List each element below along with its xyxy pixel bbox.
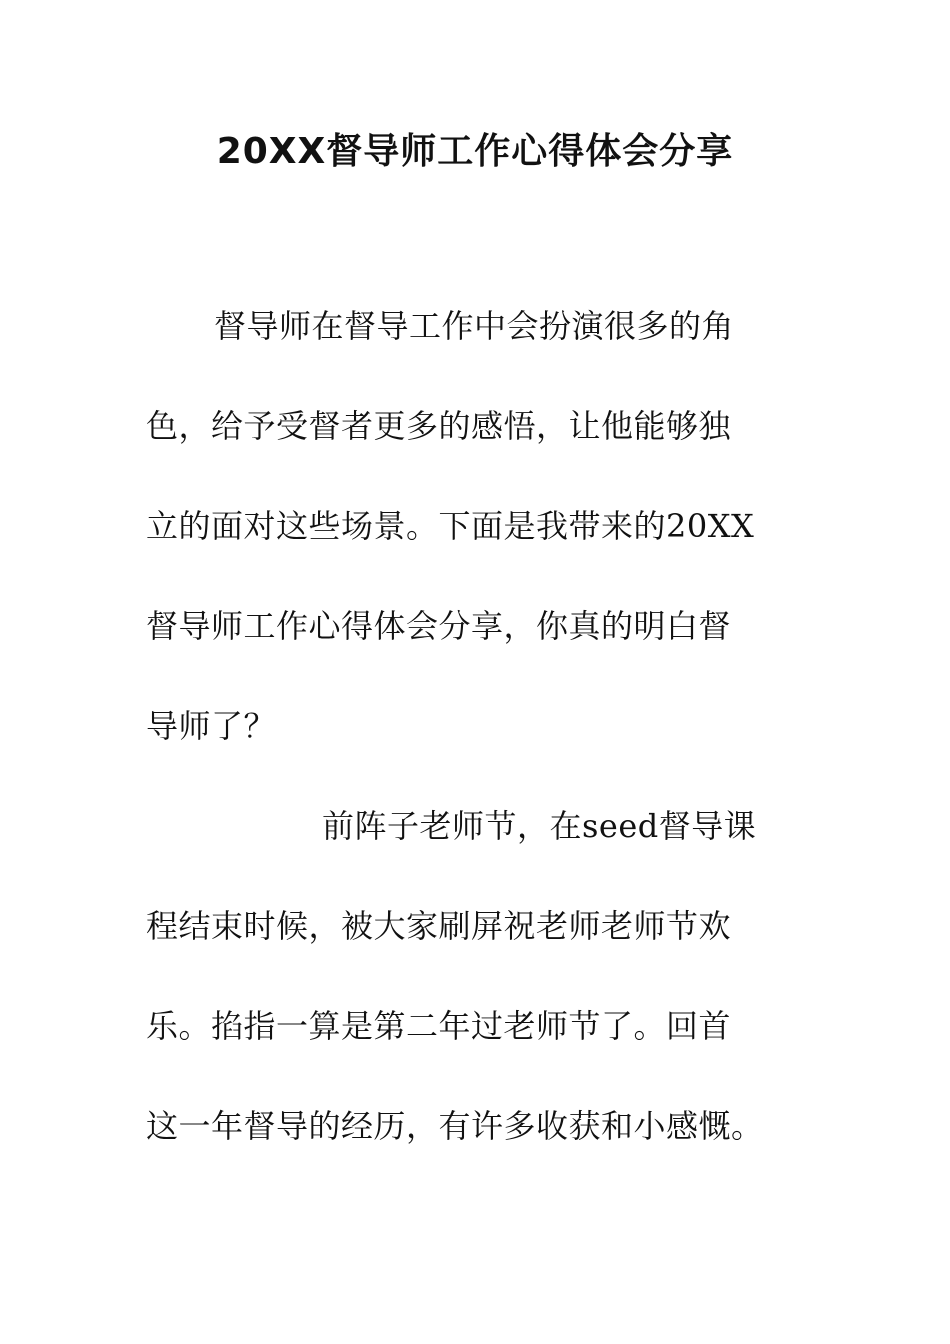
paragraph-line: 这一年督导的经历，有许多收获和小感慨。: [146, 1107, 764, 1145]
paragraph-line: 督导师在督导工作中会扮演很多的角: [214, 307, 735, 345]
paragraph-line: 色，给予受督者更多的感悟，让他能够独: [146, 407, 732, 445]
paragraph-line: 立的面对这些场景。下面是我带来的20XX: [146, 507, 755, 545]
document-title: 20XX督导师工作心得体会分享: [216, 131, 734, 172]
paragraph-line: 前阵子老师节，在seed督导课: [322, 807, 757, 845]
paragraph-line: 程结束时候，被大家刷屏祝老师老师节欢: [146, 907, 732, 945]
paragraph-line: 导师了？: [146, 707, 277, 745]
paragraph-line: 督导师工作心得体会分享，你真的明白督: [146, 607, 732, 645]
paragraph-line: 乐。掐指一算是第二年过老师节了。回首: [146, 1007, 732, 1045]
